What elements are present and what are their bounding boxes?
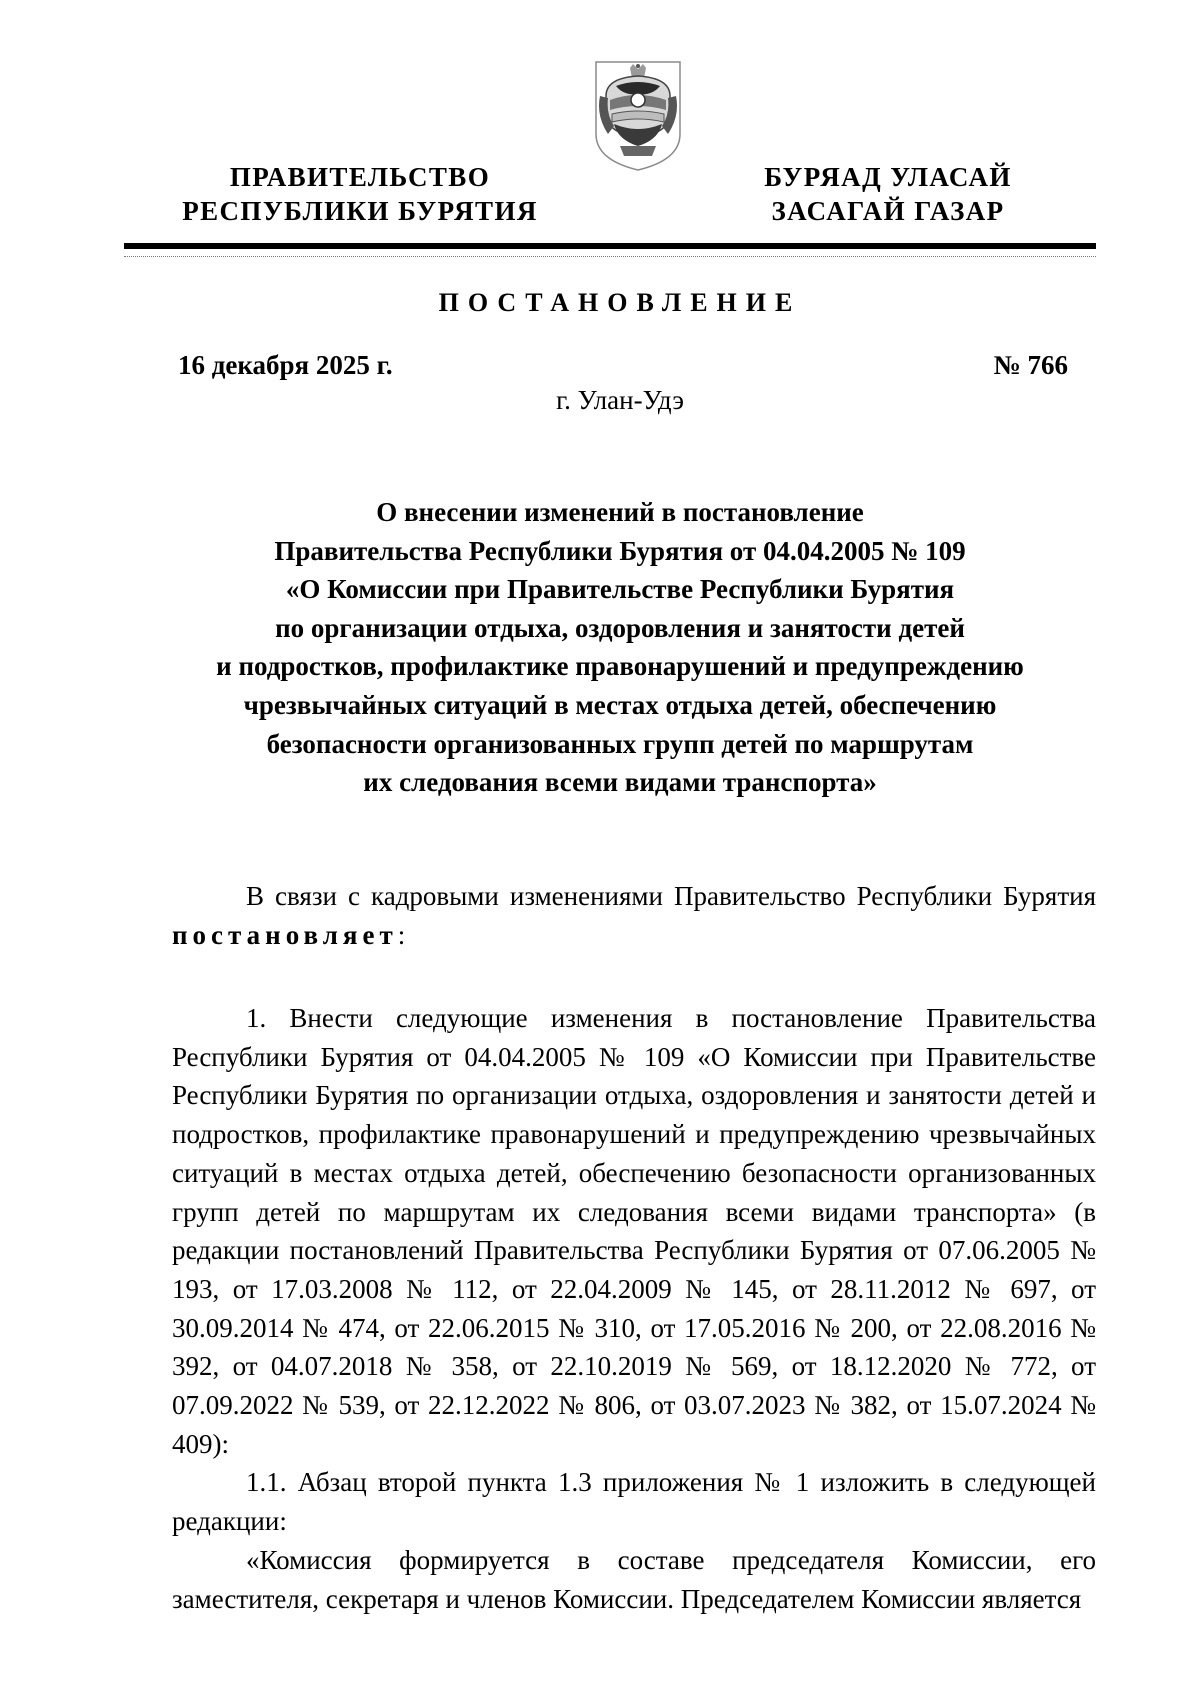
government-name-russian — [180, 160, 540, 228]
document-type: ПОСТАНОВЛЕНИЕ — [438, 288, 802, 317]
title-line: безопасности организованных групп детей по маршрутам — [266, 728, 974, 759]
title-line: О внесении изменений в постановление — [376, 497, 864, 527]
title-line: «О Комиссии при Правительстве Республики Бурятия — [285, 574, 955, 605]
document-date: 16 декабря 2025 г. — [178, 350, 393, 380]
item-1-1-paragraph: 1.1. Абзац второй пункта 1.3 приложения № 1 изложить в следующей редакции: — [172, 1467, 1096, 1537]
header-right-line-2: ЗАСАГАЙ ГАЗАР — [771, 196, 1005, 226]
header-divider-thin — [124, 256, 1096, 257]
title-line: и подростков, профилактике правонарушений и предупреждению — [216, 651, 1024, 682]
document-city: г. Улан-Удэ — [556, 385, 684, 415]
header-left-line-1: ПРАВИТЕЛЬСТВО — [229, 162, 491, 192]
header-divider-thick — [124, 243, 1096, 249]
preamble-colon: : — [397, 919, 406, 950]
government-name-buryat — [738, 160, 1038, 228]
preamble-verb: постановляет — [172, 919, 398, 950]
coat-of-arms-icon — [590, 56, 686, 174]
header-left-line-2: РЕСПУБЛИКИ БУРЯТИЯ — [182, 196, 538, 226]
preamble-text: В связи с кадровыми изменениями Правительство Республики Бурятия — [246, 881, 1096, 911]
resolution-items — [172, 999, 1096, 1618]
title-line: их следования всеми видами транспорта» — [363, 767, 877, 798]
quote-paragraph: «Комиссия формируется в составе председателя Комиссии, его заместителя, секретаря и членов Комиссии. Председателем Комиссии является — [172, 1544, 1096, 1614]
title-line: Правительства Республики Бурятия от 04.04.2005 № 109 — [274, 535, 966, 566]
header-right-line-1: БУРЯАД УЛАСАЙ — [764, 162, 1012, 192]
document-title — [150, 493, 1090, 802]
document-number: № 766 — [993, 350, 1068, 380]
item-1-paragraph: 1. Внести следующие изменения в постановление Правительства Республики Бурятия от 04.04.2005 № 109 «О Комиссии при Правительстве Республики Бурятия по организации отдыха, оздоровления и занятости детей и подростков, профилактике правонарушений и предупреждению чрезвычайных ситуаций в местах отдыха детей, обеспечению безопасности организованных групп детей по маршрутам их следования всеми видами транспорта» (в редакции постановлений Правительства Республики Бурятия от 07.06.2005 № 193, от 17.03.2008 № 112, от 22.04.2009 № 145, от 28.11.2012 № 697, от 30.09.2014 № 474, от 22.06.2015 № 310, от 17.05.2016 № 200, от 22.08.2016 № 392, от 04.07.2018 № 358, от 22.10.2019 № 569, от 18.12.2020 № 772, от 07.09.2022 № 539, от 22.12.2022 № 806, от 03.07.2023 № 382, от 15.07.2024 № 409): — [172, 1003, 1096, 1459]
title-line: чрезвычайных ситуаций в местах отдыха детей, обеспечению — [243, 689, 997, 720]
title-line: по организации отдыха, оздоровления и занятости детей — [275, 612, 965, 643]
preamble-paragraph — [172, 877, 1096, 954]
